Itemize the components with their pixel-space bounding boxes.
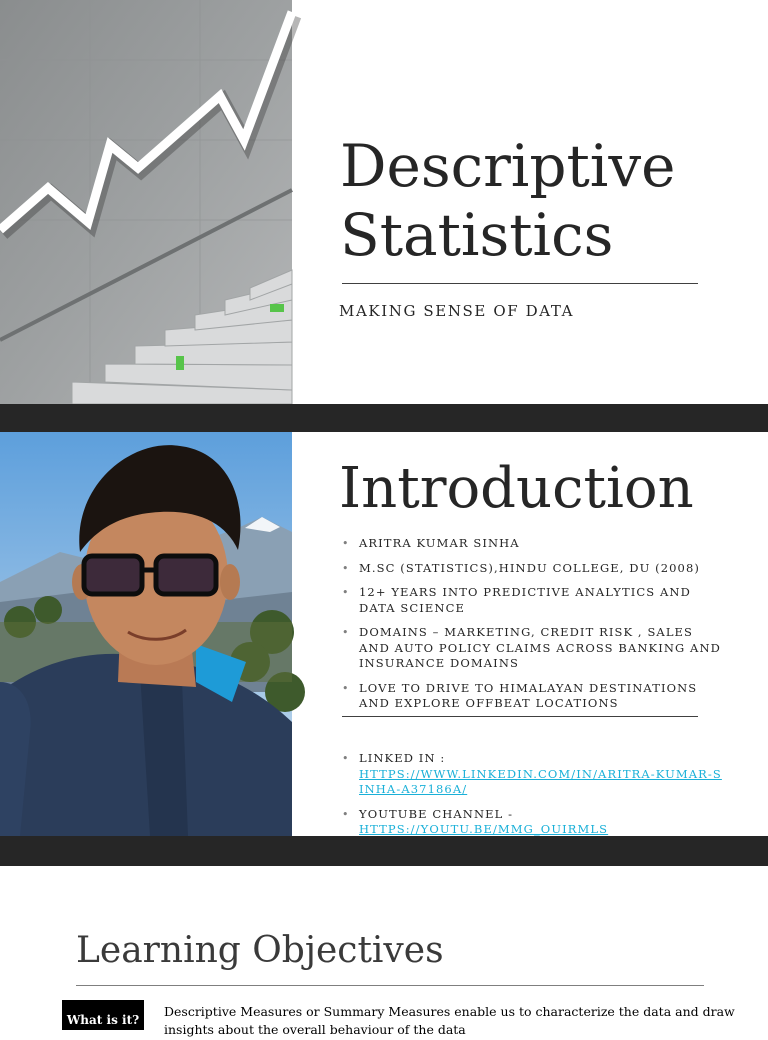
what-is-it-label: What is it? [62, 1000, 144, 1030]
youtube-label: YOUTUBE CHANNEL - [359, 806, 514, 821]
list-item [342, 681, 727, 712]
title-line-1: Descriptive [340, 132, 676, 200]
linkedin-link[interactable]: HTTPS://WWW.LINKEDIN.COM/IN/ARITRA-KUMAR-SINHA-A37186A/ [359, 766, 722, 796]
bullet-text: M.SC (STATISTICS),HINDU COLLEGE, DU (2008) [359, 560, 700, 575]
intro-bullet-list [342, 536, 727, 721]
objective-description: Descriptive Measures or Summary Measures enable us to characterize the data and draw insights about the overall behaviour of the data [164, 1004, 735, 1037]
list-item [342, 751, 727, 798]
stairs-chart-photo [0, 0, 292, 404]
slide-separator [0, 836, 768, 866]
title-divider [342, 283, 698, 284]
bullet-icon: • [342, 626, 350, 639]
presenter-photo [0, 432, 292, 836]
learning-objectives-slide [0, 866, 768, 1037]
bullet-icon: • [342, 537, 350, 550]
list-item [342, 561, 727, 577]
slide-title [340, 132, 740, 270]
bullet-text: DOMAINS – MARKETING, CREDIT RISK , SALES AND AUTO POLICY CLAIMS ACROSS BANKING AND INSURANCE DOMAINS [359, 625, 721, 670]
introduction-slide [0, 432, 768, 836]
bullet-text: 12+ YEARS INTO PREDICTIVE ANALYTICS AND DATA SCIENCE [359, 585, 691, 615]
list-item [342, 536, 727, 552]
bullet-icon: • [342, 807, 350, 821]
bullet-text: ARITRA KUMAR SINHA [359, 536, 520, 550]
bullet-icon: • [342, 561, 350, 575]
slide-title: Learning Objectives [76, 930, 444, 971]
slide-title: Introduction [339, 456, 694, 521]
contact-link-list [342, 751, 727, 847]
slide-separator [0, 404, 768, 432]
title-line-2: Statistics [340, 201, 614, 269]
youtube-link[interactable]: HTTPS://YOUTU.BE/MMG_OUIRMLS [359, 822, 609, 836]
bullet-icon: • [342, 586, 350, 599]
list-item [342, 625, 727, 672]
list-item [342, 807, 727, 838]
bullet-icon: • [342, 752, 350, 765]
bullet-icon: • [342, 681, 350, 695]
linkedin-label: LINKED IN : [359, 751, 446, 765]
slide-subtitle: MAKING SENSE OF DATA [339, 302, 575, 320]
title-slide [0, 0, 768, 404]
list-item [342, 585, 727, 616]
intro-divider [342, 716, 698, 717]
bullet-text: LOVE TO DRIVE TO HIMALAYAN DESTINATIONS AND EXPLORE OFFBEAT LOCATIONS [359, 680, 698, 710]
objectives-divider [76, 985, 704, 986]
